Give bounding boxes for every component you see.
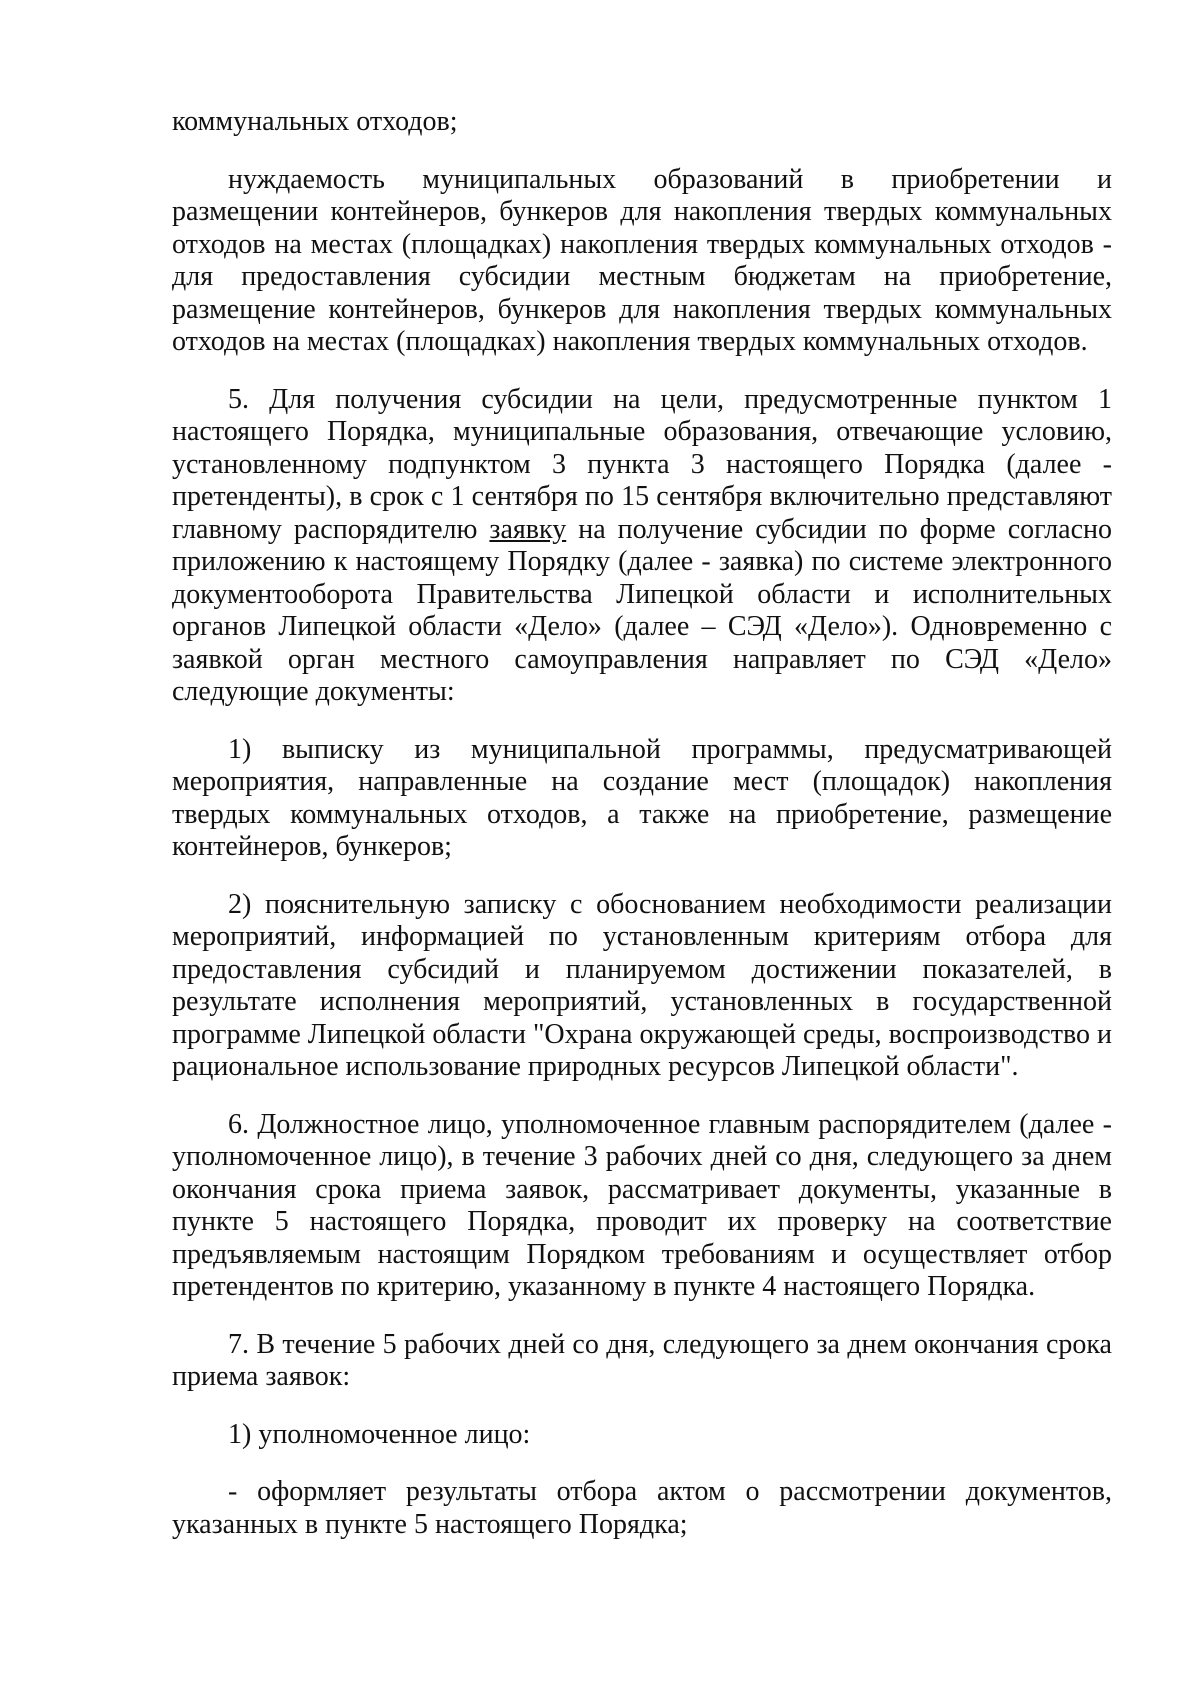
paragraph-item-7: 7. В течение 5 рабочих дней со дня, следующего за днем окончания срока приема заявок: (172, 1328, 1112, 1392)
paragraph-continuation: коммунальных отходов; (172, 106, 458, 137)
paragraph-item-7-subitem-1: 1) уполномоченное лицо: (228, 1418, 531, 1450)
paragraph-item-5-text-a: 5. Для получения субсидии на цели, предусмотренные пунктом 1 настоящего Порядка, муниципальные образования, отвечающие условию, установленному подпунктом 3 пункта 3 настоящего Порядка (далее - претенденты), в срок с 1 сентября по 15 сентября включительно представляют главному распорядителю (172, 383, 1112, 545)
paragraph-item-6: 6. Должностное лицо, уполномоченное главным распорядителем (далее - уполномоченное лицо), в течение 3 рабочих дней со дня, следующего за днем окончания срока приема заявок, рассматривает документы, указанные в пункте 5 настоящего Порядка, проводит их проверку на соответствие предъявляемым настоящим Порядком требованиям и осуществляет отбор претендентов по критерию, указанному в пункте 4 настоящего Порядка. (172, 1108, 1112, 1302)
paragraph-subitem-1: 1) выписку из муниципальной программы, предусматривающей мероприятия, направленные на создание мест (площадок) накопления твердых коммунальных отходов, а также на приобретение, размещение контейнеров, бункеров; (172, 733, 1112, 862)
document-page (172, 106, 1112, 1566)
paragraph-item-5 (172, 384, 1112, 709)
paragraph-item-5-text-b: на получение субсидии по форме согласно приложению к настоящему Порядку (далее - заявка) по системе электронного документооборота Правительства Липецкой области и исполнительных органов Липецкой области «Дело» (далее – СЭД «Дело»). Одновременно с заявкой орган местного самоуправления направляет по СЭД «Дело» следующие документы: (172, 513, 1113, 707)
paragraph-subitem-2: 2) пояснительную записку с обоснованием необходимости реализации мероприятий, информацией по установленным критериям отбора для предоставления субсидий и планируемом достижении показателей, в результате исполнения мероприятий, установленных в государственной программе Липецкой области "Охрана окружающей среды, воспроизводство и рациональное использование природных ресурсов Липецкой области". (172, 888, 1112, 1082)
application-link[interactable]: заявку (489, 513, 567, 545)
paragraph-need-criterion: нуждаемость муниципальных образований в приобретении и размещении контейнеров, бункеров для накопления твердых коммунальных отходов на местах (площадках) накопления твердых коммунальных отходов - для предоставления субсидии местным бюджетам на приобретение, размещение контейнеров, бункеров для накопления твердых коммунальных отходов на местах (площадках) накопления твердых коммунальных отходов. (172, 163, 1112, 357)
paragraph-item-7-dash: - оформляет результаты отбора актом о рассмотрении документов, указанных в пункте 5 настоящего Порядка; (172, 1476, 1112, 1540)
